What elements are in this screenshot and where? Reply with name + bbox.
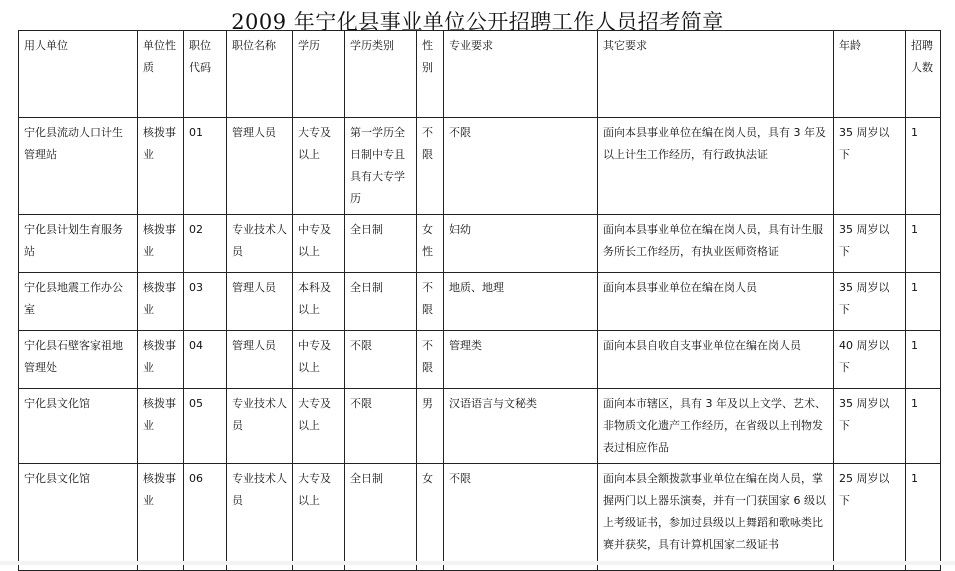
cell-position: 管理人员 xyxy=(227,118,293,215)
table-header-row xyxy=(19,31,941,118)
cell-other: 面向本市辖区，具有 3 年及以上文学、艺术、非物质文化遗产工作经历，在省级以上刊物发表过相应作品 xyxy=(598,389,834,464)
header-nature: 单位性质 xyxy=(138,31,184,118)
cell-age: 35 周岁以下 xyxy=(834,389,906,464)
cell-other: 面向本县全额拨款事业单位在编在岗人员，掌握两门以上器乐演奏，并有一门获国家 6 级以上考级证书，参加过县级以上舞蹈和歌咏类比赛并获奖，具有计算机国家二级证书 xyxy=(598,464,834,571)
cell-code: 05 xyxy=(184,389,227,464)
cell-age: 35 周岁以下 xyxy=(834,118,906,215)
cell-nature: 核拨事业 xyxy=(138,273,184,331)
cell-position: 管理人员 xyxy=(227,331,293,389)
cell-age: 35 周岁以下 xyxy=(834,273,906,331)
cell-education: 大专及以上 xyxy=(293,118,345,215)
cell-nature: 核拨事业 xyxy=(138,118,184,215)
cell-gender: 男 xyxy=(417,389,444,464)
cell-other: 面向本县事业单位在编在岗人员，具有 3 年及以上计生工作经历，有行政执法证 xyxy=(598,118,834,215)
cell-education-type: 全日制 xyxy=(345,464,417,571)
cell-count: 1 xyxy=(906,331,941,389)
cell-position: 管理人员 xyxy=(227,273,293,331)
cell-major: 管理类 xyxy=(444,331,598,389)
cell-education: 中专及以上 xyxy=(293,331,345,389)
cell-nature: 核拨事业 xyxy=(138,331,184,389)
cell-gender: 女 xyxy=(417,464,444,571)
cell-major: 妇幼 xyxy=(444,215,598,273)
cell-gender: 不限 xyxy=(417,331,444,389)
cell-count: 1 xyxy=(906,215,941,273)
cell-unit: 宁化县计划生育服务站 xyxy=(19,215,138,273)
table-row xyxy=(19,464,941,571)
cell-other: 面向本县事业单位在编在岗人员 xyxy=(598,273,834,331)
cell-gender: 不限 xyxy=(417,273,444,331)
cell-position: 专业技术人员 xyxy=(227,215,293,273)
cell-nature: 核拨事业 xyxy=(138,464,184,571)
header-position: 职位名称 xyxy=(227,31,293,118)
header-count: 招聘人数 xyxy=(906,31,941,118)
header-age: 年龄 xyxy=(834,31,906,118)
header-unit: 用人单位 xyxy=(19,31,138,118)
cell-unit: 宁化县文化馆 xyxy=(19,389,138,464)
cell-education: 大专及以上 xyxy=(293,464,345,571)
cell-unit: 宁化县地震工作办公室 xyxy=(19,273,138,331)
cell-code: 04 xyxy=(184,331,227,389)
cell-age: 35 周岁以下 xyxy=(834,215,906,273)
cell-code: 02 xyxy=(184,215,227,273)
cell-unit: 宁化县文化馆 xyxy=(19,464,138,571)
cell-nature: 核拨事业 xyxy=(138,215,184,273)
cell-position: 专业技术人员 xyxy=(227,464,293,571)
header-code: 职位代码 xyxy=(184,31,227,118)
cell-gender: 不限 xyxy=(417,118,444,215)
header-major: 专业要求 xyxy=(444,31,598,118)
cell-count: 1 xyxy=(906,389,941,464)
cell-age: 25 周岁以下 xyxy=(834,464,906,571)
page-title: 2009 年宁化县事业单位公开招聘工作人员招考简章 xyxy=(231,10,724,34)
cell-nature: 核拨事业 xyxy=(138,389,184,464)
cell-code: 06 xyxy=(184,464,227,571)
recruitment-table xyxy=(18,30,941,571)
table-row xyxy=(19,118,941,215)
cell-unit: 宁化县流动人口计生管理站 xyxy=(19,118,138,215)
cell-education-type: 全日制 xyxy=(345,273,417,331)
cell-other: 面向本县自收自支事业单位在编在岗人员 xyxy=(598,331,834,389)
cell-position: 专业技术人员 xyxy=(227,389,293,464)
cell-major: 不限 xyxy=(444,464,598,571)
cell-gender: 女性 xyxy=(417,215,444,273)
cell-other: 面向本县事业单位在编在岗人员，具有计生服务所长工作经历，有执业医师资格证 xyxy=(598,215,834,273)
cell-count: 1 xyxy=(906,464,941,571)
cell-major: 不限 xyxy=(444,118,598,215)
cell-education-type: 全日制 xyxy=(345,215,417,273)
cell-major: 地质、地理 xyxy=(444,273,598,331)
cell-education-type: 不限 xyxy=(345,331,417,389)
cell-count: 1 xyxy=(906,273,941,331)
header-gender: 性别 xyxy=(417,31,444,118)
header-education-type: 学历类别 xyxy=(345,31,417,118)
table-row xyxy=(19,389,941,464)
cell-education: 本科及以上 xyxy=(293,273,345,331)
page-bottom-edge xyxy=(0,561,955,565)
table-row xyxy=(19,273,941,331)
cell-education: 大专及以上 xyxy=(293,389,345,464)
cell-education: 中专及以上 xyxy=(293,215,345,273)
cell-code: 01 xyxy=(184,118,227,215)
table-row xyxy=(19,215,941,273)
cell-education-type: 不限 xyxy=(345,389,417,464)
cell-age: 40 周岁以下 xyxy=(834,331,906,389)
cell-code: 03 xyxy=(184,273,227,331)
header-other: 其它要求 xyxy=(598,31,834,118)
table-row xyxy=(19,331,941,389)
header-education: 学历 xyxy=(293,31,345,118)
cell-unit: 宁化县石壁客家祖地管理处 xyxy=(19,331,138,389)
cell-education-type: 第一学历全日制中专且具有大专学历 xyxy=(345,118,417,215)
cell-major: 汉语语言与文秘类 xyxy=(444,389,598,464)
cell-count: 1 xyxy=(906,118,941,215)
